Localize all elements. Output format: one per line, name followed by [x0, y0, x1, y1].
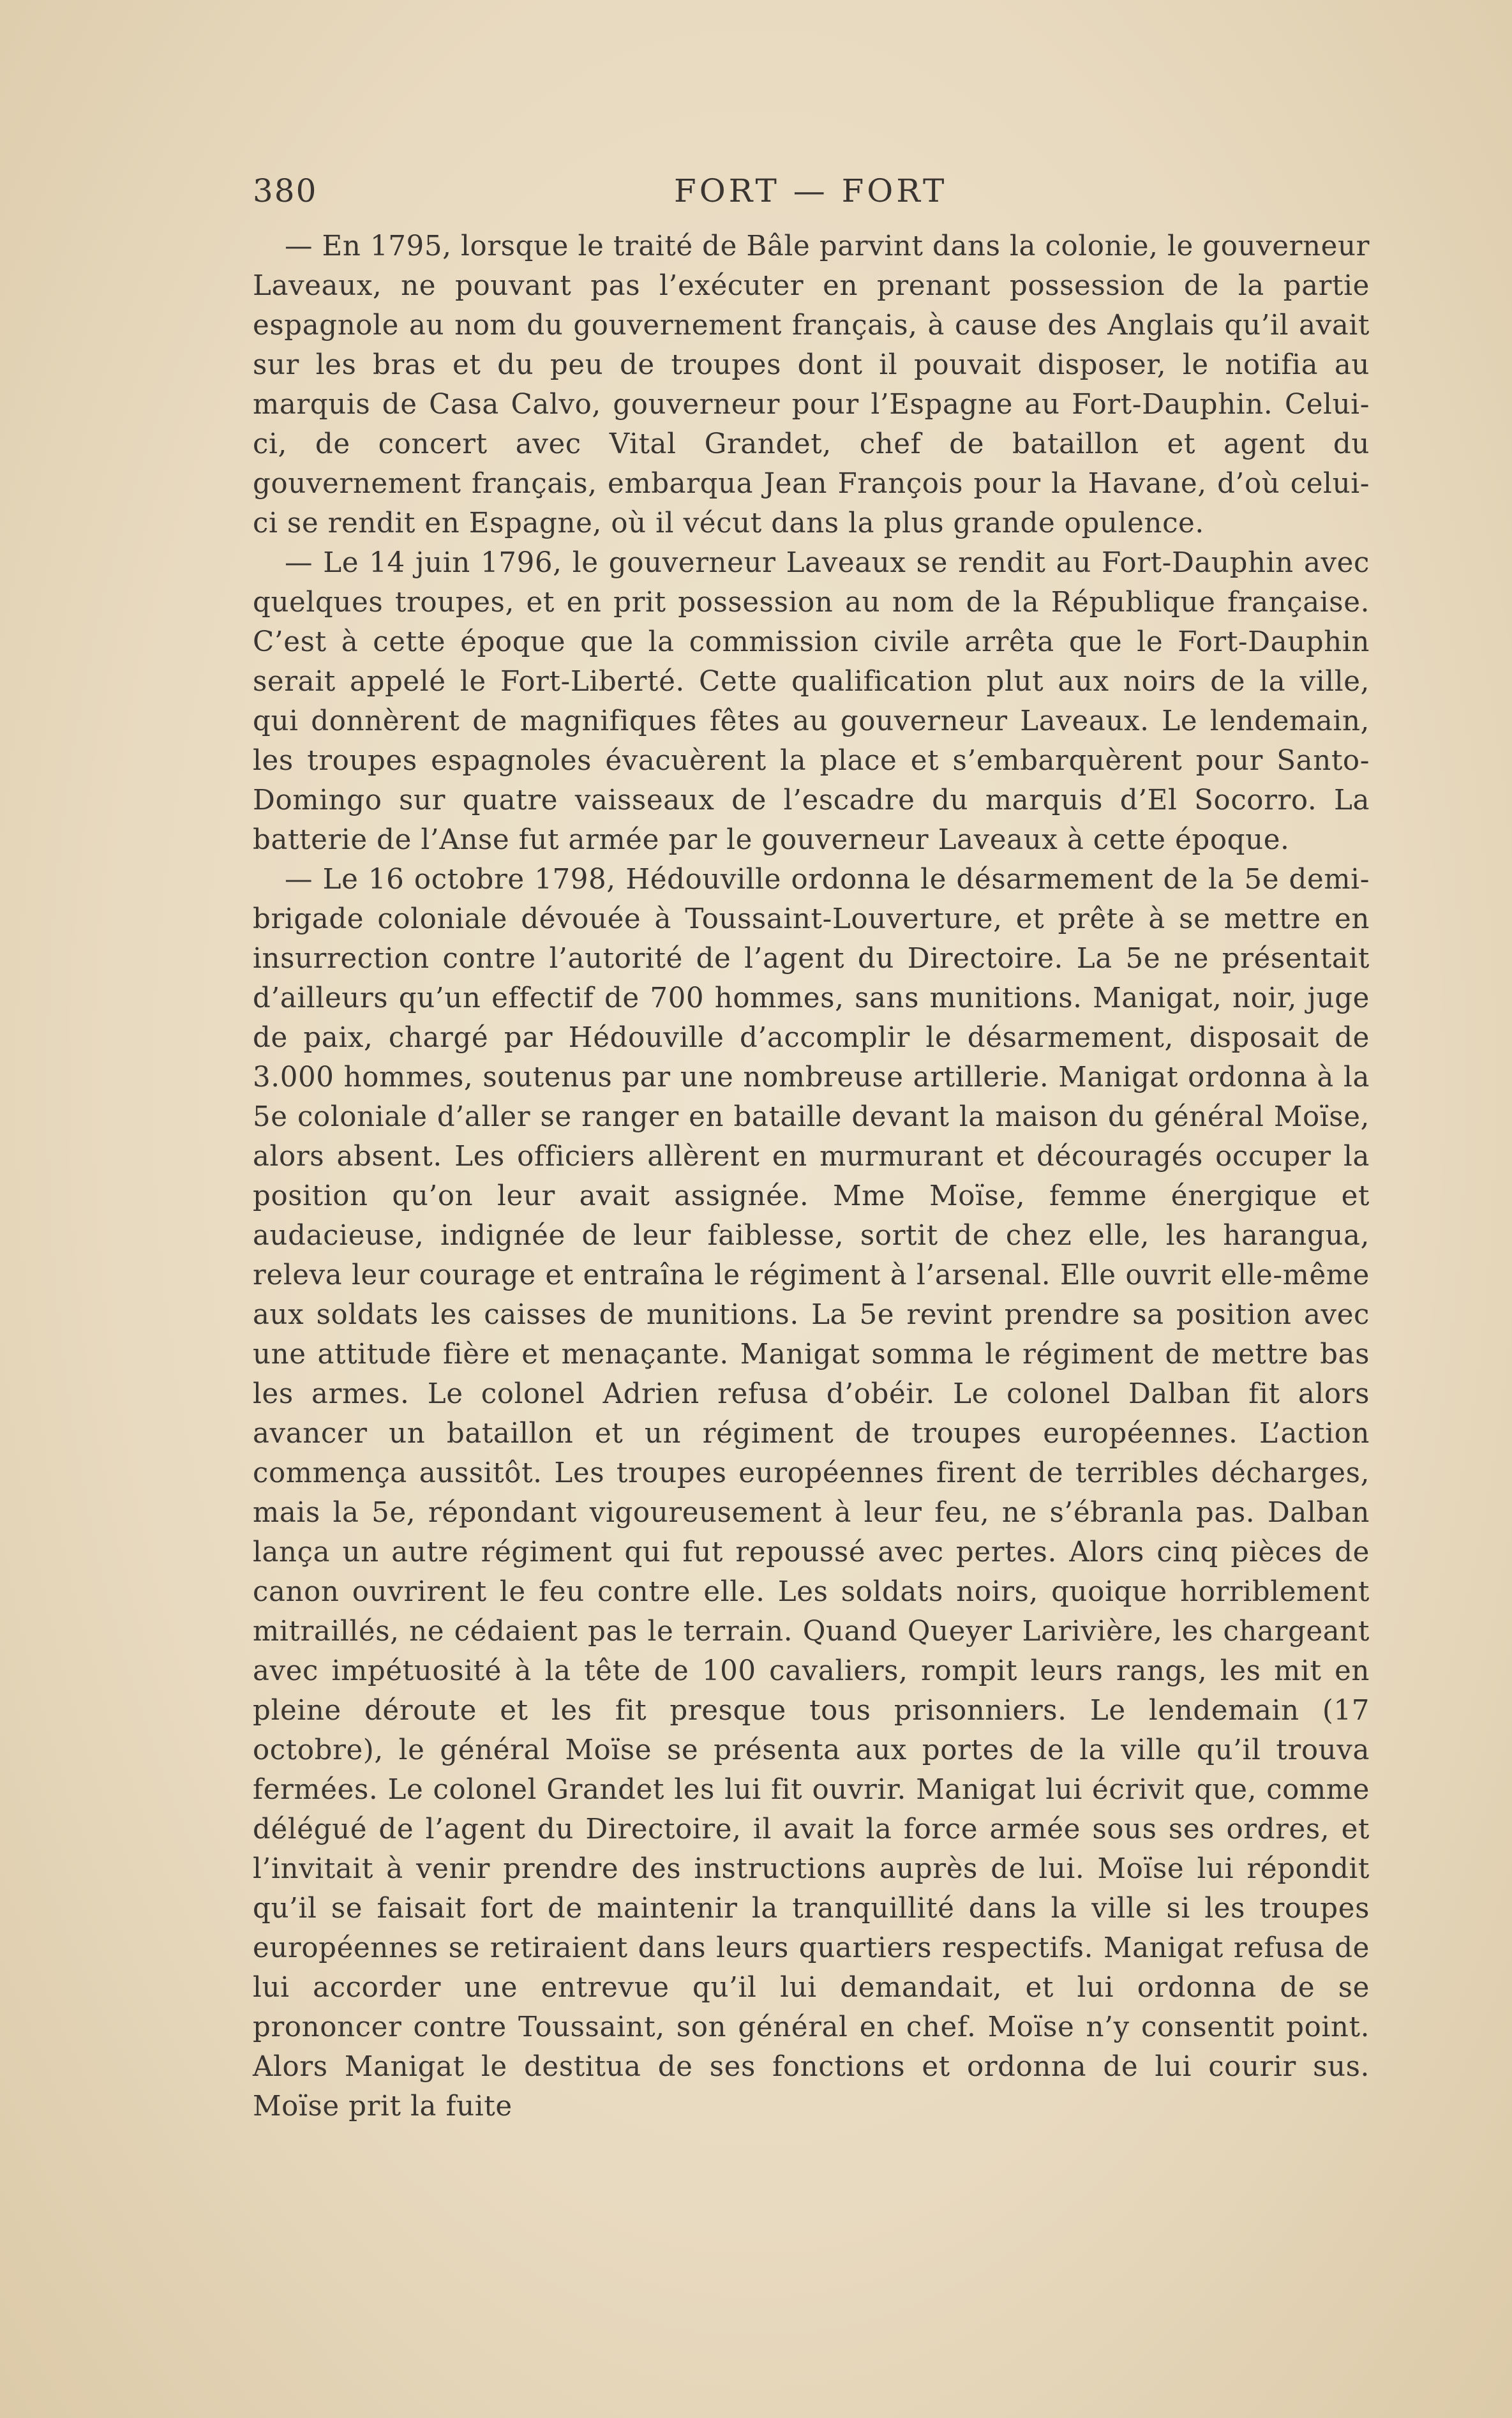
paragraph-1798: — Le 16 octobre 1798, Hédouville ordonna le désarmement de la 5e demi-brigade coloniale dévouée à Toussaint-Louverture, et prête à se mettre en insurrection contre l’autorité de l’agent du Directoire. La 5e ne présentait d’ailleurs qu’un effectif de 700 hommes, sans munitions. Manigat, noir, juge de paix, chargé par Hédouville d’accomplir le désarmement, disposait de 3.000 hommes, soutenus par une nombreuse artillerie. Manigat ordonna à la 5e coloniale d’aller se ranger en bataille devant la maison du général Moïse, alors absent. Les officiers allèrent en murmurant et découragés occuper la position qu’on leur avait assignée. Mme Moïse, femme énergique et audacieuse, indignée de leur faiblesse, sortit de chez elle, les harangua, releva leur courage et entraîna le régiment à l’arsenal. Elle ouvrit elle-même aux soldats les caisses de munitions. La 5e revint prendre sa position avec une attitude fière et menaçante. Manigat somma le régiment de mettre bas les armes. Le colonel Adrien refusa d’obéir. Le colonel Dalban fit alors avancer un bataillon et un régiment de troupes européennes. L’action commença aussitôt. Les troupes européennes firent de terribles décharges, mais la 5e, répondant vigoureusement à leur feu, ne s’ébranla pas. Dalban lança un autre régiment qui fut repoussé avec pertes. Alors cinq pièces de canon ouvrirent le feu contre elle. Les soldats noirs, quoique horriblement mitraillés, ne cédaient pas le terrain. Quand Queyer Larivière, les chargeant avec impétuosité à la tête de 100 cavaliers, rompit leurs rangs, les mit en pleine déroute et les fit presque tous prisonniers. Le lendemain (17 octobre), le général Moïse se présenta aux portes de la ville qu’il trouva fermées. Le colonel Grandet les lui fit ouvrir. Manigat lui écrivit que, comme délégué de l’agent du Directoire, il avait la force armée sous ses ordres, et l’invitait à venir prendre des instructions auprès de lui. Moïse lui répondit qu’il se faisait fort de maintenir la tranquillité dans la ville si les troupes européennes se retiraient dans leurs quartiers respectifs. Manigat refusa de lui accorder une entrevue qu’il lui demandait, et lui ordonna de se prononcer contre Toussaint, son général en chef. Moïse n’y consentit point. Alors Manigat le destitua de ses fonctions et ordonna de lui courir sus. Moïse prit la fuite [253, 864, 1370, 2122]
paragraph-1795: — En 1795, lorsque le traité de Bâle parvint dans la colonie, le gouverneur Laveaux, ne pouvant pas l’exécuter en prenant possession de la partie espagnole au nom du gouvernement français, à cause des Anglais qu’il avait sur les bras et du peu de troupes dont il pouvait disposer, le notifia au marquis de Casa Calvo, gouverneur pour l’Espagne au Fort-Dauphin. Celui-ci, de concert avec Vital Grandet, chef de bataillon et agent du gouvernement français, embarqua Jean François pour la Havane, d’où celui-ci se rendit en Espagne, où il vécut dans la plus grande opulence. [253, 230, 1370, 539]
page-header [253, 172, 1370, 217]
body-text [253, 227, 1370, 2126]
paragraph-1796: — Le 14 juin 1796, le gouverneur Laveaux se rendit au Fort-Dauphin avec quelques troupes, et en prit possession au nom de la République française. C’est à cette époque que la commission civile arrêta que le Fort-Dauphin serait appelé le Fort-Liberté. Cette qualification plut aux noirs de la ville, qui donnèrent de magnifiques fêtes au gouverneur Laveaux. Le lendemain, les troupes espagnoles évacuèrent la place et s’embarquèrent pour Santo-Domingo sur quatre vaisseaux de l’escadre du marquis d’El Socorro. La batterie de l’Anse fut armée par le gouverneur Laveaux à cette époque. [253, 547, 1370, 856]
running-head: FORT — FORT [674, 172, 948, 209]
page-number: 380 [253, 172, 318, 209]
